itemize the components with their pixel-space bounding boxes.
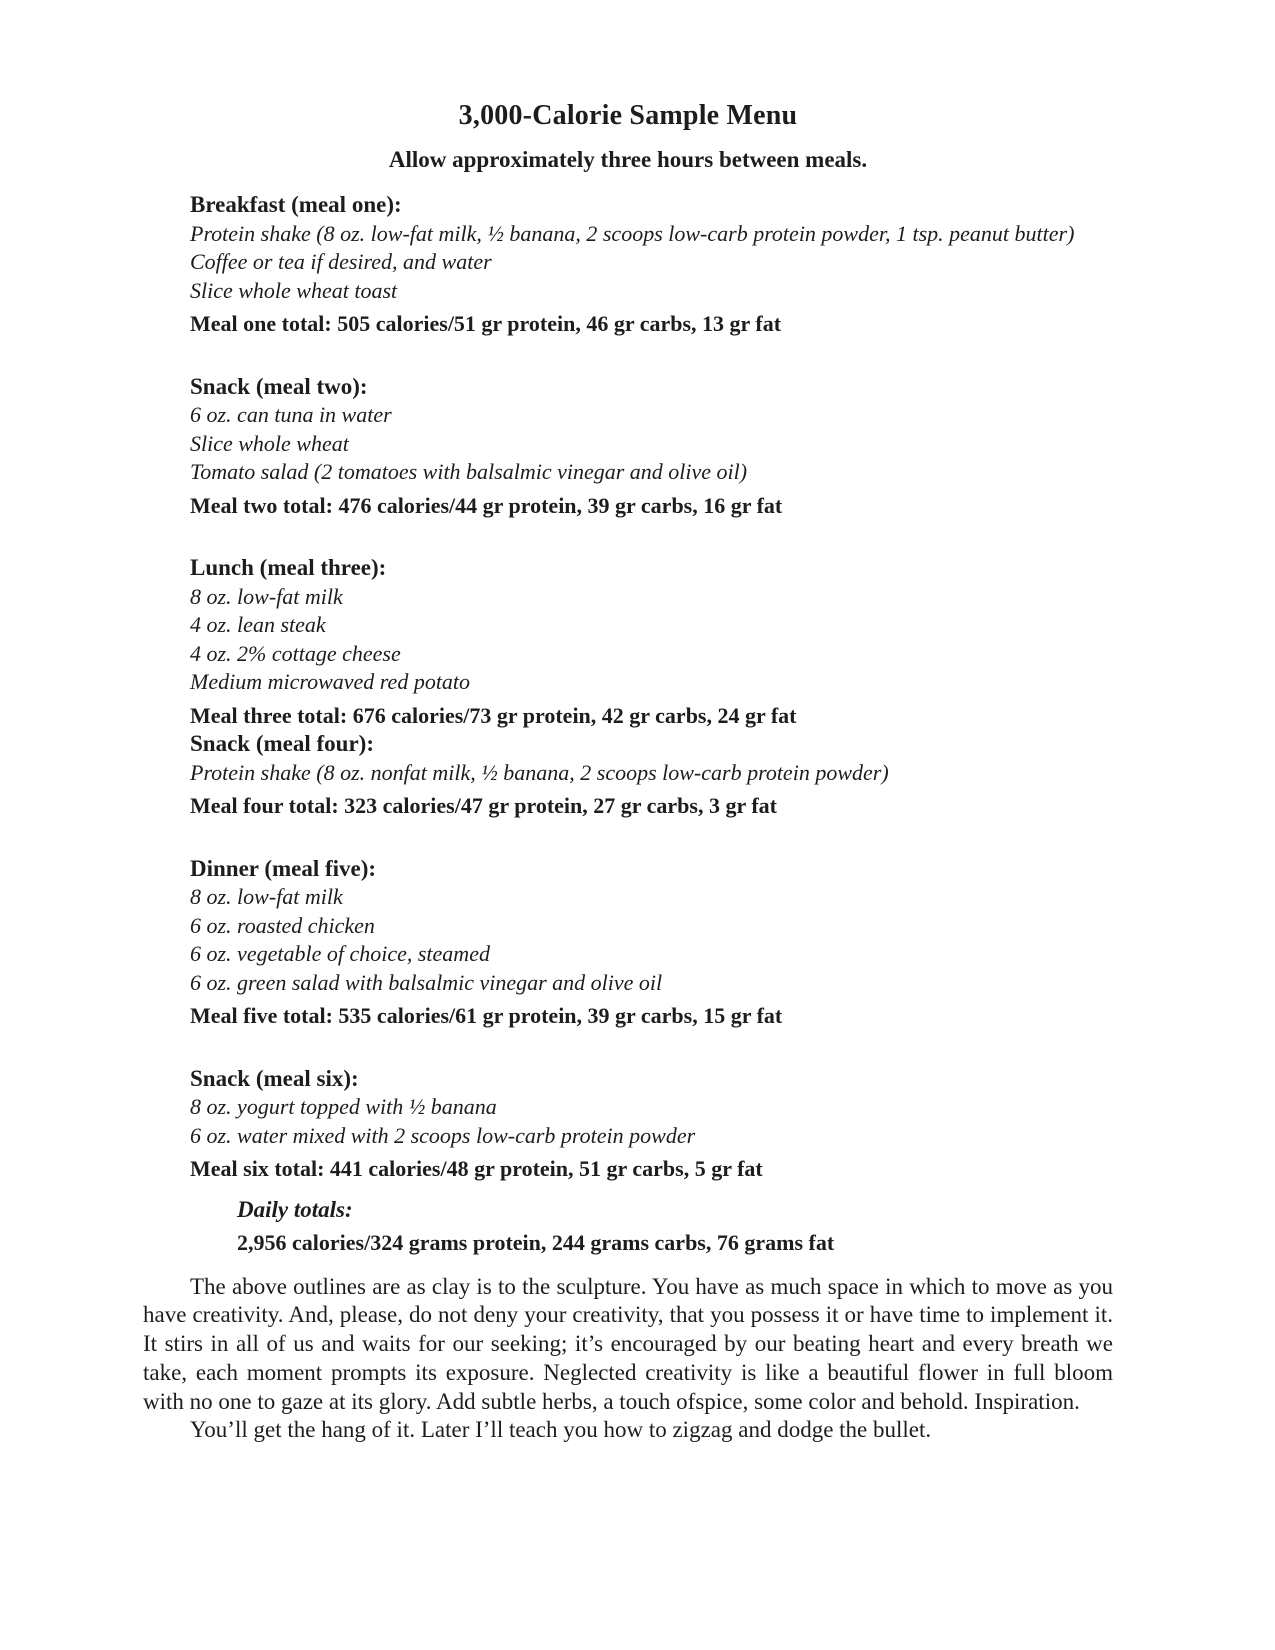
menu-item: Medium microwaved red potato — [190, 669, 471, 694]
menu-item: 4 oz. lean steak — [190, 612, 326, 637]
menu-item: Coffee or tea if desired, and water — [190, 249, 492, 274]
menu-item: 6 oz. roasted chicken — [190, 912, 375, 938]
page-title: 3,000-Calorie Sample Menu — [458, 100, 798, 131]
page-subtitle: Allow approximately three hours between meals. — [388, 147, 868, 172]
menu-list — [190, 191, 1113, 1257]
section-snack-meal-six — [190, 1065, 1113, 1184]
daily-totals-value: 2,956 calories/324 grams protein, 244 grams carbs, 76 grams fat — [237, 1229, 835, 1255]
section-heading: Dinner (meal five): — [190, 855, 377, 881]
section-heading: Snack (meal six): — [190, 1065, 359, 1091]
meal-total: Meal five total: 535 calories/61 gr protein, 39 gr carbs, 15 gr fat — [190, 1003, 783, 1028]
menu-item: 4 oz. 2% cottage cheese — [190, 640, 401, 666]
meal-total: Meal four total: 323 calories/47 gr protein, 27 gr carbs, 3 gr fat — [190, 793, 777, 818]
menu-item: 8 oz. low-fat milk — [190, 884, 343, 909]
section-heading: Snack (meal four): — [190, 731, 374, 756]
section-dinner-meal-five — [190, 855, 1113, 1031]
section-heading: Breakfast (meal one): — [190, 192, 402, 217]
menu-item: 6 oz. green salad with balsalmic vinegar and olive oil — [190, 969, 663, 995]
daily-totals — [237, 1195, 1113, 1257]
section-heading: Snack (meal two): — [190, 373, 368, 399]
section-snack-meal-two — [190, 373, 1113, 521]
menu-item: Slice whole wheat — [190, 430, 349, 456]
meal-total: Meal one total: 505 calories/51 gr protein, 46 gr carbs, 13 gr fat — [190, 311, 782, 336]
menu-item: Protein shake (8 oz. nonfat milk, ½ banana, 2 scoops low-carb protein powder) — [190, 759, 889, 785]
section-snack-meal-four — [190, 730, 1113, 821]
section-heading: Lunch (meal three): — [190, 555, 387, 580]
menu-item: 8 oz. yogurt topped with ½ banana — [190, 1094, 497, 1119]
meal-total: Meal six total: 441 calories/48 gr protein, 51 gr carbs, 5 gr fat — [190, 1156, 763, 1181]
meal-total: Meal three total: 676 calories/73 gr protein, 42 gr carbs, 24 gr fat — [190, 702, 797, 728]
closing-paragraph: You’ll get the hang of it. Later I’ll teach you how to zigzag and dodge the bullet. — [190, 1417, 932, 1443]
menu-item: 8 oz. low-fat milk — [190, 583, 343, 609]
meal-total: Meal two total: 476 calories/44 gr protein, 39 gr carbs, 16 gr fat — [190, 492, 783, 518]
section-lunch-meal-three — [190, 554, 1113, 730]
closing-paragraph: The above outlines are as clay is to the sculpture. You have as much space in which to move as you have creativity. And, please, do not deny your creativity, that you possess it or have time to implement it. It stirs in all of us and waits for our seeking; it’s encouraged by our beating heart and every breath we take, each moment prompts its exposure. Neglected creativity is like a beautiful flower in full bloom with no one to gaze at its glory. Add subtle herbs, a touch ofspice, some color and behold. Inspiration. — [143, 1273, 1113, 1414]
menu-item: Slice whole wheat toast — [190, 277, 398, 303]
menu-item: 6 oz. can tuna in water — [190, 402, 392, 427]
menu-item: Tomato salad (2 tomatoes with balsalmic vinegar and olive oil) — [190, 459, 748, 484]
page-content — [143, 100, 1113, 1445]
menu-item: Protein shake (8 oz. low-fat milk, ½ banana, 2 scoops low-carb protein powder, 1 tsp. peanut butter) — [190, 220, 1075, 246]
closing-text — [143, 1273, 1113, 1446]
section-breakfast-meal-one — [190, 191, 1113, 339]
daily-totals-heading: Daily totals: — [237, 1196, 353, 1222]
menu-item: 6 oz. water mixed with 2 scoops low-carb protein powder — [190, 1122, 696, 1148]
menu-item: 6 oz. vegetable of choice, steamed — [190, 941, 490, 966]
